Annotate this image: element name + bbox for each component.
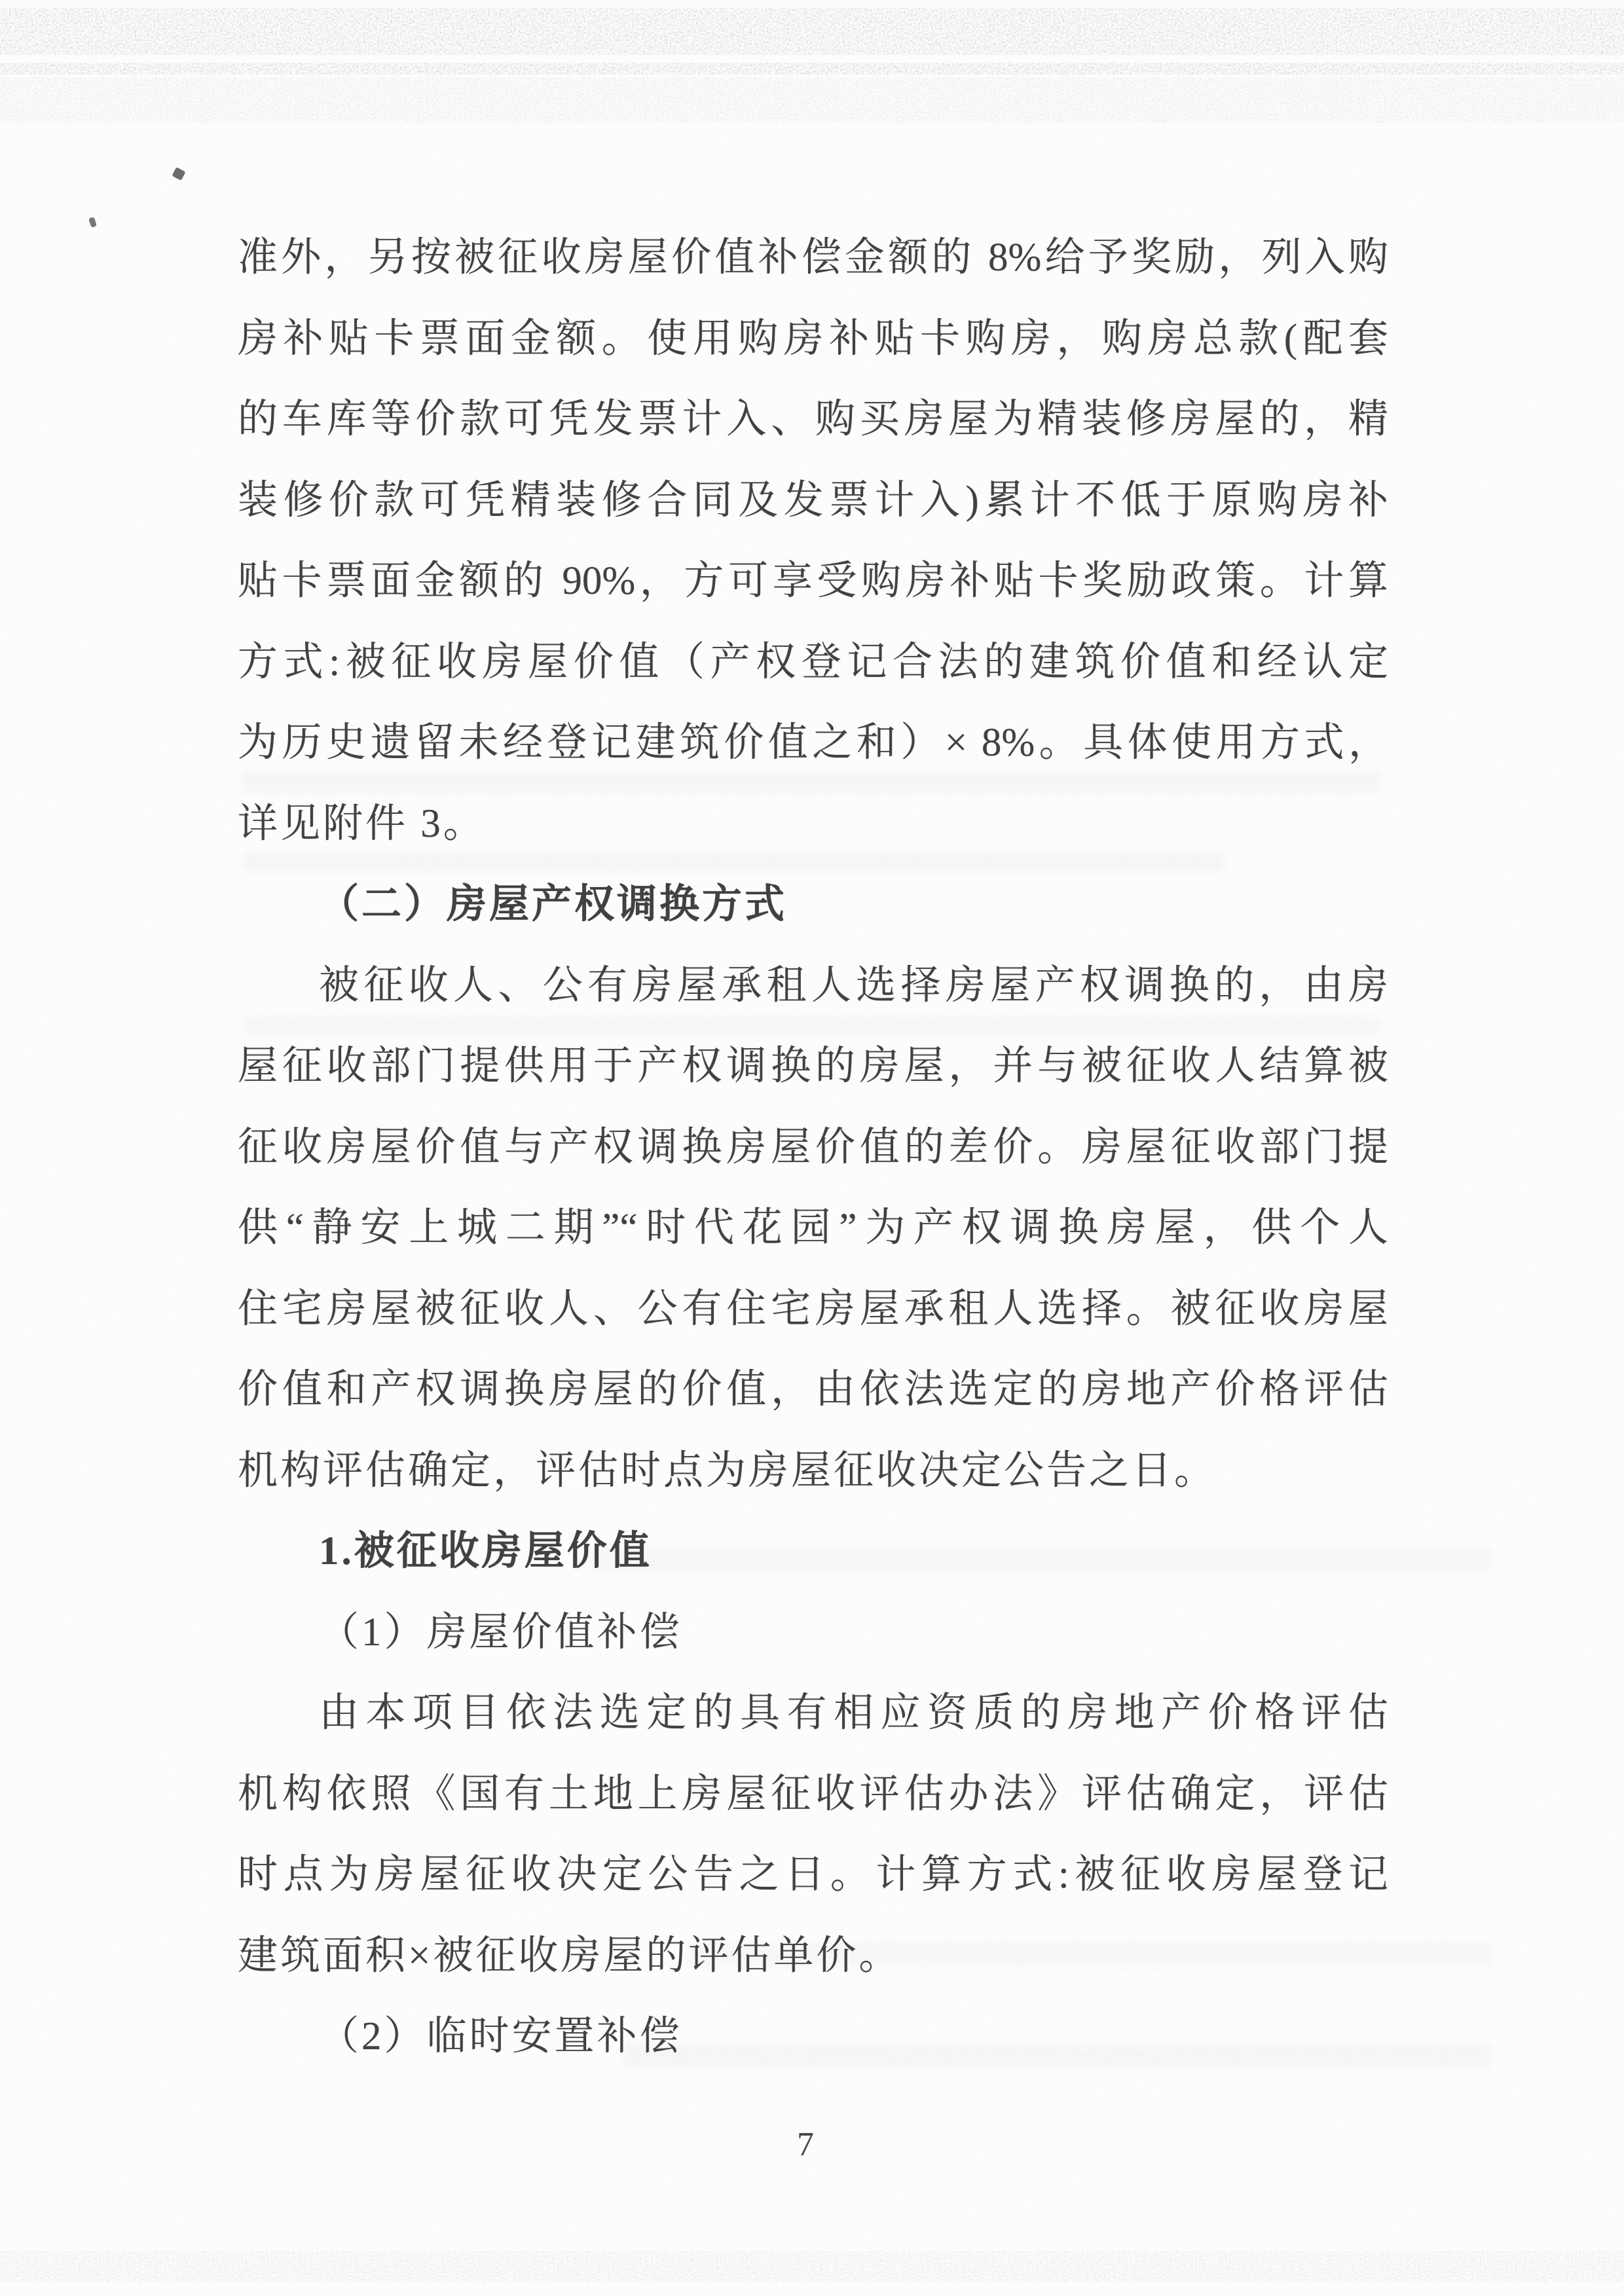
section-heading: （二）房屋产权调换方式 [319, 883, 788, 926]
text-line: 装修价款可凭精装修合同及发票计入)累计不低于原购房补 [238, 478, 1388, 522]
body-text [238, 217, 1388, 2077]
text-line: 屋征收部门提供用于产权调换的房屋，并与被征收人结算被 [238, 1044, 1388, 1088]
text-line: 方式:被征收房屋价值（产权登记合法的建筑价值和经认定 [238, 640, 1388, 684]
text-line: 准外，另按被征收房屋价值补偿金额的 8%给予奖励，列入购 [238, 236, 1388, 280]
text-line: 价值和产权调换房屋的价值，由依法选定的房地产价格评估 [238, 1368, 1388, 1412]
text-line: 机构依照《国有土地上房屋征收评估办法》评估确定，评估 [238, 1772, 1388, 1816]
subsection-heading: 1.被征收房屋价值 [319, 1529, 652, 1573]
page-number: 7 [797, 2126, 814, 2163]
text-line: 详见附件 3。 [238, 801, 486, 846]
text-line: 为历史遗留未经登记建筑价值之和）× 8%。具体使用方式， [238, 721, 1388, 765]
text-line: 房补贴卡票面金额。使用购房补贴卡购房，购房总款(配套 [238, 316, 1388, 361]
text-line: 供“静安上城二期”“时代花园”为产权调换房屋，供个人 [238, 1206, 1388, 1250]
text-line: 时点为房屋征收决定公告之日。计算方式:被征收房屋登记 [238, 1853, 1388, 1897]
ink-speck [172, 167, 185, 181]
ink-speck [88, 217, 97, 228]
text-line: 被征收人、公有房屋承租人选择房屋产权调换的，由房 [319, 963, 1388, 1008]
text-line: 的车库等价款可凭发票计入、购买房屋为精装修房屋的，精 [238, 397, 1388, 441]
text-line: 征收房屋价值与产权调换房屋价值的差价。房屋征收部门提 [238, 1125, 1388, 1169]
item-heading: （1）房屋价值补偿 [319, 1610, 682, 1654]
text-line: 贴卡票面金额的 90%，方可享受购房补贴卡奖励政策。计算 [238, 559, 1388, 603]
text-line: 住宅房屋被征收人、公有住宅房屋承租人选择。被征收房屋 [238, 1286, 1388, 1331]
text-line: 建筑面积×被征收房屋的评估单价。 [238, 1933, 902, 1978]
item-heading: （2）临时安置补偿 [319, 2014, 682, 2058]
text-line: 机构评估确定，评估时点为房屋征收决定公告之日。 [238, 1448, 1217, 1493]
text-line: 由本项目依法选定的具有相应资质的房地产价格评估 [319, 1691, 1388, 1735]
